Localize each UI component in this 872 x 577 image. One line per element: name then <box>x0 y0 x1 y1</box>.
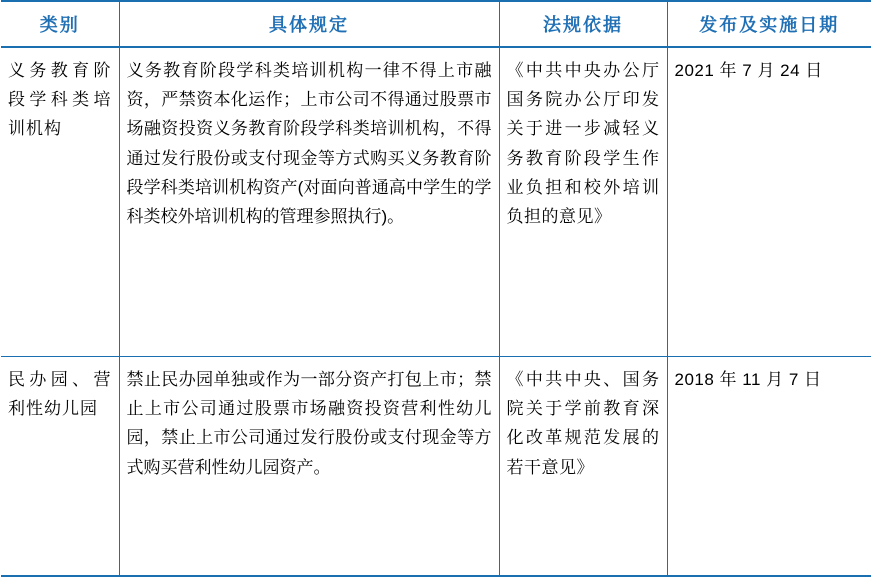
regulation-table <box>1 0 871 577</box>
column-header-category: 类别 <box>1 1 119 47</box>
column-header-basis: 法规依据 <box>499 1 667 47</box>
cell-basis: 《中共中央、国务院关于学前教育深化改革规范发展的若干意见》 <box>499 357 667 577</box>
table-row <box>1 47 871 357</box>
column-header-date: 发布及实施日期 <box>667 1 871 47</box>
cell-date: 2018 年 11 月 7 日 <box>667 357 871 577</box>
cell-date: 2021 年 7 月 24 日 <box>667 47 871 357</box>
column-header-detail: 具体规定 <box>119 1 499 47</box>
table-header-row <box>1 1 871 47</box>
cell-category: 民办园、营利性幼儿园 <box>1 357 119 577</box>
cell-basis: 《中共中央办公厅 国务院办公厅印发关于进一步减轻义务教育阶段学生作业负担和校外培训负担的意见》 <box>499 47 667 357</box>
table-body <box>1 47 871 576</box>
cell-category: 义务教育阶段学科类培训机构 <box>1 47 119 357</box>
table-header <box>1 1 871 47</box>
cell-detail: 禁止民办园单独或作为一部分资产打包上市；禁止上市公司通过股票市场融资投资营利性幼儿园，禁止上市公司通过发行股份或支付现金等方式购买营利性幼儿园资产。 <box>119 357 499 577</box>
table-row <box>1 357 871 577</box>
cell-detail: 义务教育阶段学科类培训机构一律不得上市融资，严禁资本化运作；上市公司不得通过股票市场融资投资义务教育阶段学科类培训机构，不得通过发行股份或支付现金等方式购买义务教育阶段学科类培训机构资产(对面向普通高中学生的学科类校外培训机构的管理参照执行)。 <box>119 47 499 357</box>
